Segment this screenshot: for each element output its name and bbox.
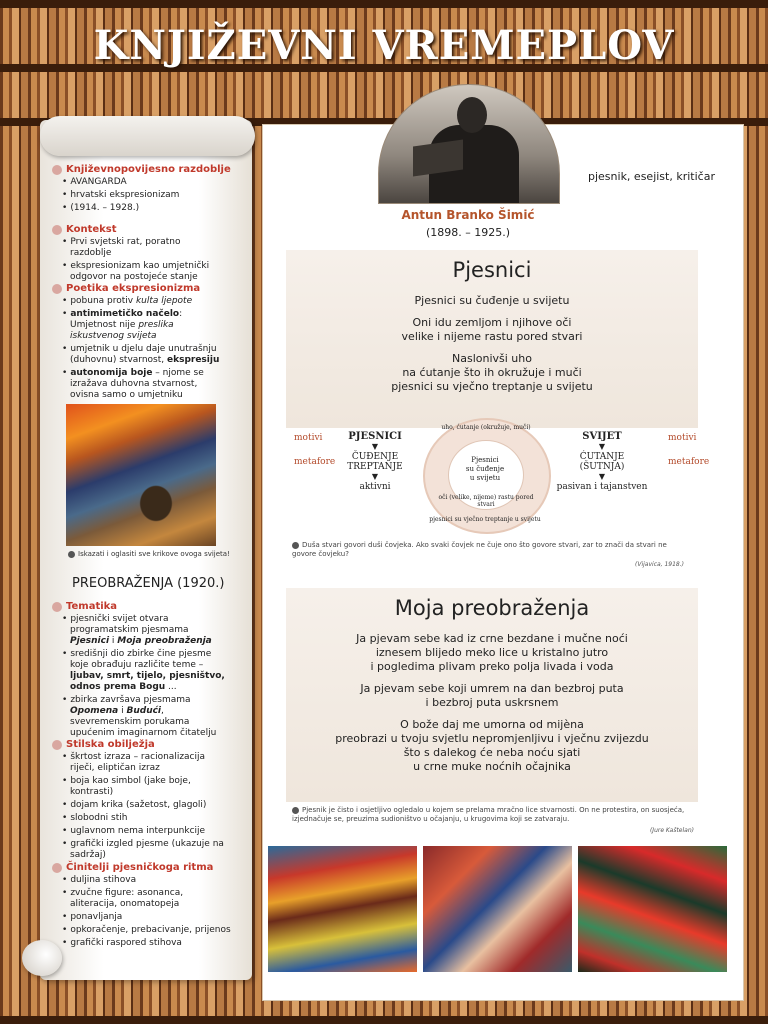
author-name: Antun Branko Šimić <box>401 208 535 222</box>
diagram-center-text: Pjesnici su čuđenje u svijetu <box>465 456 505 482</box>
poem-title: Pjesnici <box>452 258 532 282</box>
bullet-icon <box>292 542 299 549</box>
author-roles: pjesnik, esejist, kritičar <box>588 170 715 183</box>
node-pjesnici: PJESNICI ▼ ČUĐENJE TREPTANJE ▼ aktivni <box>347 431 403 492</box>
label-motivi-left: motivi <box>294 433 323 443</box>
bullet-icon <box>52 284 62 294</box>
scream-painting <box>66 404 216 546</box>
bullet-icon <box>52 863 62 873</box>
label-metafore-right: metafore <box>668 457 710 467</box>
shelf-band <box>0 0 768 8</box>
poem-pjesnici: Pjesnici Pjesnici su čuđenje u svijetu Oni idu zemljom i njihove oči velike i nijeme rastu pored stvari Naslonivši uho na ćutanje što ih okružuje i muči pjesnici su vječno treptanje u svijetu <box>286 250 698 428</box>
quote-1: Duša stvari govori duši čovjeka. Ako svaki čovjek ne čuje ono što govore stvari, zar to znači da stvari ne govore čovjeku? <box>292 541 667 558</box>
author-years: (1898. – 1925.) <box>425 226 511 239</box>
arc-mid: oči (velike, nijeme) rastu pored stvari <box>438 494 534 508</box>
label-motivi-right: motivi <box>668 433 697 443</box>
section-themes: Tematika • pjesnički svijet otvara programatskim pjesmama Pjesnici i Moja preobraženja • središnji dio zbirke čine pjesme koje obrađuju različite teme – ljubav, smrt, tijelo, pjesništvo, odnos prema Bogu ... • zbirka završava pjesmama Opomena i Budući, svevremenskim porukama upućenim imaginarnom čitatelju <box>52 601 228 741</box>
section-period: Književnopovijesno razdoblje • AVANGARDA • hrvatski ekspresionizam • (1914. – 1928.) <box>52 164 242 216</box>
shelf-band <box>0 1016 768 1024</box>
node-svijet: SVIJET ▼ ĆUTANJE (ŠUTNJA) ▼ pasivan i tajanstven <box>556 431 648 492</box>
bullet-icon <box>52 165 62 175</box>
bullet-icon <box>52 740 62 750</box>
label-metafore-left: metafore <box>294 457 336 467</box>
bullet-icon <box>52 602 62 612</box>
author-portrait <box>378 84 560 204</box>
scroll-roll-top <box>40 116 255 156</box>
section-context: Kontekst • Prvi svjetski rat, poratno razdoblje • ekspresionizam kao umjetnički odgovor na postojeće stanje <box>52 224 222 285</box>
page-title: KNJIŽEVNI VREMEPLOV <box>93 22 675 69</box>
arc-bottom: pjesnici su vječno treptanje u svijetu <box>429 516 541 523</box>
painting-thumbnail <box>423 846 572 972</box>
bullet-icon <box>68 551 75 558</box>
book-title: PREOBRAŽENJA (1920.) <box>72 576 225 591</box>
quote-1-source: (Vijavica, 1918.) <box>635 561 684 568</box>
section-rhythm: Činitelji pjesničkoga ritma • duljina stihova • zvučne figure: asonanca, aliteracija, onomatopeja • ponavljanja • opkoračenje, prebacivanje, prijenos • grafički raspored stihova <box>52 862 232 951</box>
arc-top: uho, ćutanje (okružuje, muči) <box>441 424 531 431</box>
quote-2: Pjesnik je čisto i osjetljivo ogledalo u kojem se prelama mračno lice stvarnosti. On ne protestira, on suosjeća, izjednačuje se, preuzima sudioništvo u očajanju, u krugovima koji se zatvaraju. <box>292 806 685 823</box>
painting-caption: Iskazati i oglasiti sve krikove ovoga svijeta! <box>68 550 230 558</box>
bullet-icon <box>292 807 299 814</box>
section-poetics: Poetika ekspresionizma • pobuna protiv kulta ljepote • antimimetičko načelo: Umjetnost nije preslika iskustvenog svijeta • umjetnik u djelu daje unutrašnju (duhovnu) stvarnost, ekspresiju • autonomija boje – njome se izražava duhovna stvarnost, ovisna samo o umjetniku <box>52 283 224 403</box>
quote-2-source: (Jure Kaštelan) <box>649 827 694 834</box>
section-style: Stilska obilježja • škrtost izraza – racionalizacija riječi, eliptičan izraz • boja kao simbol (jake boje, kontrasti) • dojam krika (sažetost, glagoli) • slobodni stih • uglavnom nema interpunkcije • grafički izgled pjesme (ukazuje na sadržaj) <box>52 739 232 863</box>
painting-thumbnail <box>268 846 417 972</box>
poem-moja-preobrazenja: Moja preobraženja Ja pjevam sebe kad iz crne bezdane i mučne noći iznesem blijedo meko lice u kristalno jutro i pogledima plivam preko polja livada i voda Ja pjevam sebe koji umrem na dan bezbroj puta i bezbroj puta uskrsnem O bože daj me umorna od mijèna preobrazi u tvoju svjetlu nepromjenljivu i vječnu zvijezdu što s dalekog će neba noću sjati u crne muke noćnih očajnika <box>286 588 698 802</box>
poem-title: Moja preobraženja <box>394 596 590 620</box>
bullet-icon <box>52 225 62 235</box>
painting-thumbnail <box>578 846 727 972</box>
